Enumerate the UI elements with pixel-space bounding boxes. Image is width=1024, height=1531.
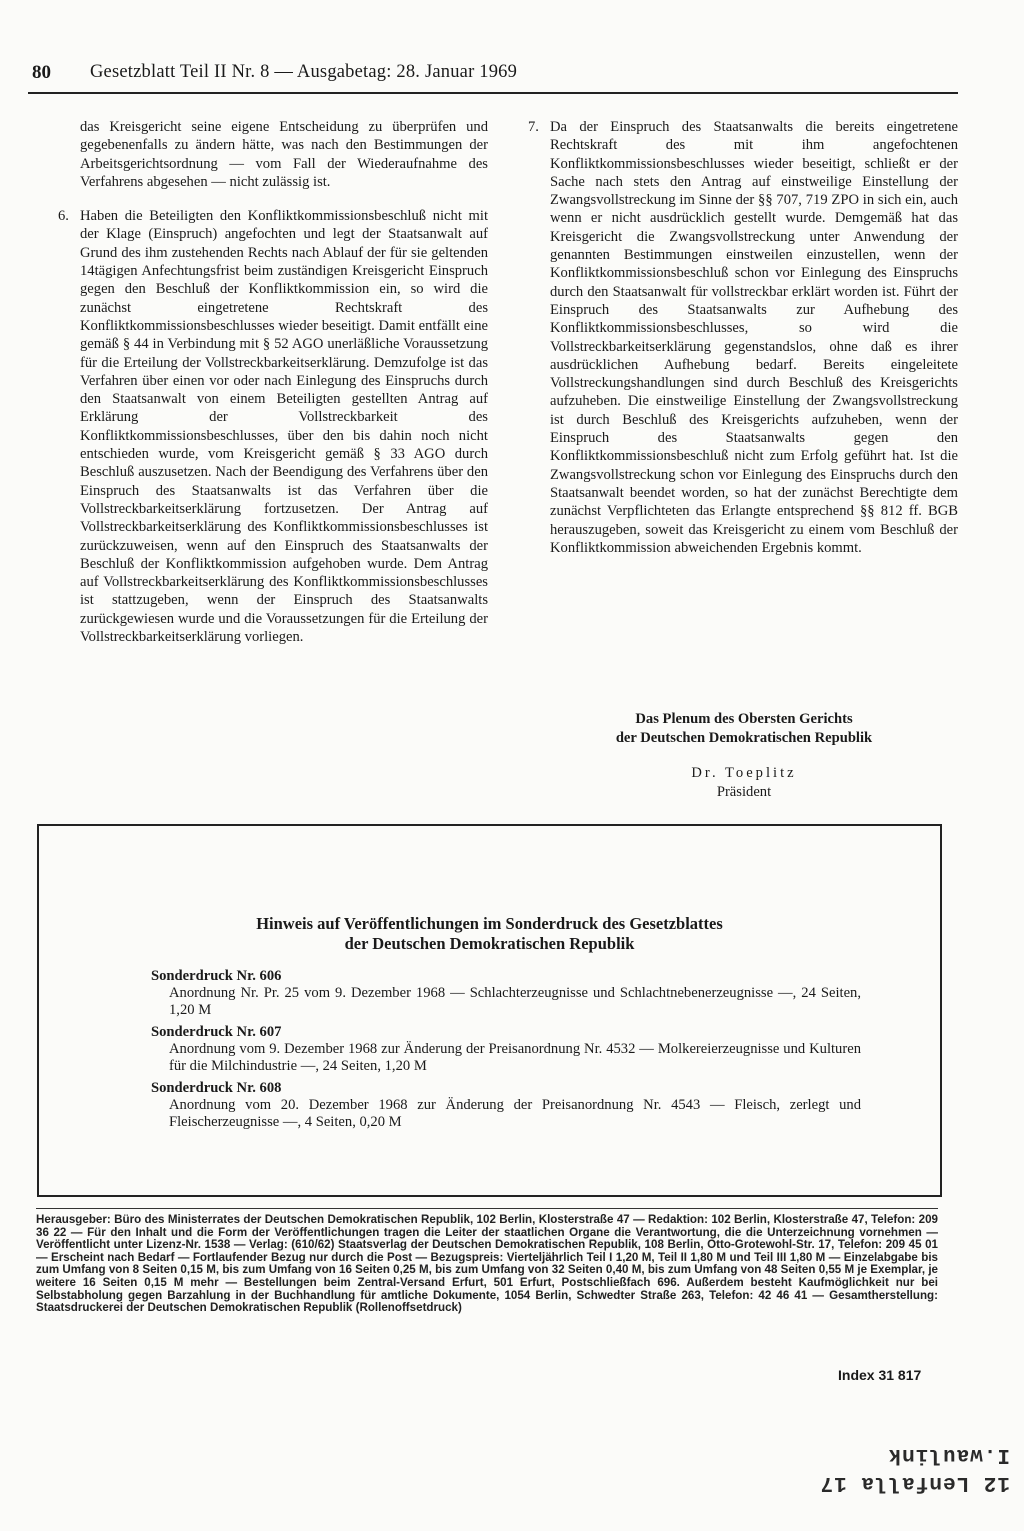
paragraph-item-6	[60, 207, 488, 646]
sonderdruck-entry	[151, 968, 861, 1019]
notice-title	[39, 914, 940, 954]
court-name-line-1: Das Plenum des Obersten Gerichts	[635, 711, 853, 727]
sonderdruck-heading: Sonderdruck Nr. 607	[151, 1024, 282, 1040]
notice-title-line-2: der Deutschen Demokratischen Republik	[344, 934, 635, 953]
signatory-title: Präsident	[716, 784, 772, 800]
page-number: 80	[32, 62, 51, 83]
header-title: Gesetzblatt Teil II Nr. 8 — Ausgabetag: 28. Januar 1969	[90, 62, 518, 82]
stamp-line-2: I.waulink	[887, 1443, 1010, 1466]
imprint-divider	[36, 1208, 938, 1209]
sonderdruck-entry	[151, 1080, 861, 1131]
sonderdruck-heading: Sonderdruck Nr. 606	[151, 968, 282, 984]
sonderdruck-description: Anordnung vom 20. Dezember 1968 zur Änderung der Preisanordnung Nr. 4543 — Fleisch, zerlegt und Fleischerzeugnisse —, 4 Seiten, 0,20 M	[169, 1097, 861, 1130]
imprint: Herausgeber: Büro des Ministerrates der Deutschen Demokratischen Republik, 102 Berlin, Klosterstraße 47 — Redaktion: 102 Berlin, Klosterstraße 47, Telefon: 209 36 22 — Für den Inhalt und die Form der Veröffentlichungen tragen die Leiter der staatlichen Organe die Verantwortung, die die Unterzeichnung vornehmen — Veröffentlicht unter Lizenz-Nr. 1538 — Verlag: (610/62) Staatsverlag der Deutschen Demokratischen Republik, 108 Berlin, Otto-Grotewohl-Str. 17, Telefon: 209 45 01 — Erscheint nach Bedarf — Fortlaufender Bezug nur durch die Post — Bezugspreis: Vierteljährlich Teil I 1,20 M, Teil II 1,80 M und Teil III 1,80 M — Einzelabgabe bis zum Umfang von 8 Seiten 0,15 M, bis zum Umfang von 16 Seiten 0,25 M, bis zum Umfang von 32 Seiten 0,40 M, bis zum Umfang von 48 Seiten 0,55 M je Exemplar, je weitere 16 Seiten 0,15 M mehr — Bestellungen beim Zentral-Versand Erfurt, 501 Erfurt, Postschließfach 696. Außerdem besteht Kaufmöglichkeit nur bei Selbstabholung gegen Barzahlung in der Buchhandlung für amtliche Dokumente, 1054 Berlin, Schwedter Straße 263, Telefon: 42 46 41 — Gesamtherstellung: Staatsdruckerei der Deutschen Demokratischen Republik (Rollenoffsetdruck)	[36, 1213, 938, 1315]
page-header	[28, 58, 958, 94]
sonderdruck-description: Anordnung Nr. Pr. 25 vom 9. Dezember 1968 — Schlachterzeugnisse und Schlachtnebenerzeugnisse —, 24 Seiten, 1,20 M	[169, 985, 861, 1018]
left-column	[60, 118, 488, 646]
sonderdruck-list	[151, 968, 861, 1136]
right-column	[530, 118, 958, 557]
notice-title-line-1: Hinweis auf Veröffentlichungen im Sonderdruck des Gesetzblattes	[256, 914, 723, 933]
court-name	[530, 710, 958, 748]
inverted-stamp	[720, 1440, 1010, 1496]
stamp-line-1: 12 Lenfalla 17	[819, 1471, 1010, 1494]
paragraph-item-7	[530, 118, 958, 557]
signature-block	[530, 710, 958, 802]
sonderdruck-notice-box	[37, 824, 942, 1197]
sonderdruck-description: Anordnung vom 9. Dezember 1968 zur Änderung der Preisanordnung Nr. 4532 — Molkereierzeugnisse und Kulturen für die Milchindustrie —, 24 Seiten, 1,20 M	[169, 1041, 861, 1074]
item-text: Haben die Beteiligten den Konfliktkommissionsbeschluß nicht mit der Klage (Einspruch) angefochten und legt der Staatsanwalt auf Grund des ihm zustehenden Rechts nach Ablauf der für sie geltenden 14tägigen Anfechtungsfrist beim zuständigen Kreisgericht Einspruch gegen den Beschluß der Konfliktkommission ein, so wird die zunächst eingetretene Rechtskraft des Konfliktkommissionsbeschlusses wieder beseitigt. Damit entfällt eine gemäß § 44 in Verbindung mit § 52 AGO unerläßliche Voraussetzung für die Erteilung der Vollstreckbarkeitserklärung. Demzufolge ist das Verfahren über einen vor oder nach Einlegung des Einspruchs durch den Staatsanwalt von einem Beteiligten gestellten Antrag auf Erklärung der Vollstreckbarkeit des Konfliktkommissionsbeschlusses, über den bis dahin noch nicht entschieden wurde, vom Kreisgericht gemäß § 33 AGO durch Beschluß auszusetzen. Nach der Beendigung des Verfahrens über den Einspruch des Staatsanwalts ist das Verfahren über die Vollstreckbarkeitserklärung fortzusetzen. Der Antrag auf Vollstreckbarkeitserklärung des Konfliktkommissionsbeschlusses ist zurückzuweisen, wenn auf den Einspruch des Staatsanwalts der Beschluß der Konfliktkommission aufgehoben wurde. Dem Antrag auf Vollstreckbarkeitserklärung des Konfliktkommissionsbeschlusses ist stattzugeben, wenn der Einspruch des Staatsanwalts zurückgewiesen wurde und die Voraussetzungen für die Erteilung der Vollstreckbarkeitserklärung vorliegen.	[80, 208, 488, 646]
item-number: 6.	[58, 208, 69, 225]
item-text: Da der Einspruch des Staatsanwalts die bereits eingetretene Rechtskraft des mit ihm angefochtenen Konfliktkommissionsbeschlusses wieder beseitigt, schließt er der Sache nach stets den Antrag auf einstweilige Einstellung der Zwangsvollstreckung im Sinne der §§ 707, 719 ZPO in sich ein, auch wenn er nicht ausdrücklich gestellt wurde. Demgemäß hat das Kreisgericht die Zwangsvollstreckung unter Anwendung der genannten Bestimmungen einstweilen einzustellen, wenn der Konfliktkommissionsbeschluß schon vor Einlegung des Einspruchs durch den Staatsanwalt für vollstreckbar erklärt worden ist. Führt der Einspruch des Staatsanwalts zur Aufhebung des Konfliktkommissionsbeschlusses, so wird die Vollstreckbarkeitserklärung gegenstandslos, ohne daß es ihrer ausdrücklichen Aufhebung bedarf. Bereits eingeleitete Vollstreckungshandlungen sind durch Beschluß des Kreisgerichts aufzuheben. Die einstweilige Einstellung der Zwangsvollstreckung ist durch Beschluß des Kreisgerichts aufzuheben, wenn der Einspruch des Staatsanwalts gegen den Konfliktkommissionsbeschluß nicht zum Erfolg geführt hat. Ist die Zwangsvollstreckung schon vor Einlegung des Einspruchs durch den Staatsanwalt beendet worden, so hat der zunächst Berechtigte dem zunächst Verpflichteten das Erlangte entsprechend §§ 812 ff. BGB herauszugeben, soweit das Kreisgericht zu einem vom Beschluß der Konfliktkommission abweichenden Ergebnis kommt.	[550, 119, 958, 556]
item-number: 7.	[528, 119, 539, 135]
continued-paragraph: das Kreisgericht seine eigene Entscheidung zu überprüfen und gegebenenfalls zu ändern hätte, was nach den Bestimmungen der Arbeitsgerichtsordnung — vom Fall der Wiederaufnahme des Verfahrens abgesehen — nicht zulässig ist.	[80, 119, 488, 190]
index-number: Index 31 817	[838, 1367, 922, 1383]
sonderdruck-entry	[151, 1024, 861, 1075]
signatory-name: Dr. Toeplitz	[691, 765, 797, 781]
court-name-line-2: der Deutschen Demokratischen Republik	[615, 730, 873, 746]
sonderdruck-heading: Sonderdruck Nr. 608	[151, 1080, 282, 1096]
